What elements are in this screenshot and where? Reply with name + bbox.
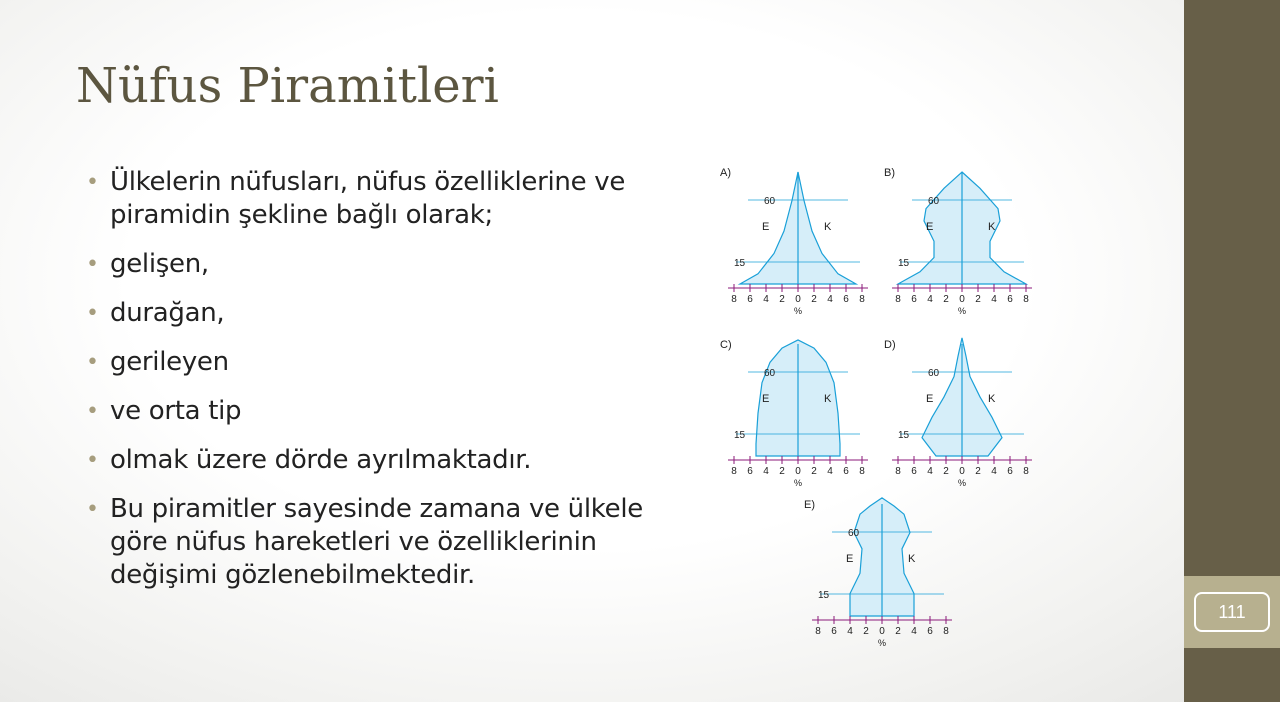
- axis-tick-label: 6: [927, 626, 933, 637]
- bullet-dot-icon: •: [86, 497, 99, 522]
- bullet-text: gerileyen: [110, 347, 229, 377]
- panel-label: E): [804, 499, 815, 511]
- bullet-dot-icon: •: [86, 399, 99, 424]
- axis-tick-label: 6: [747, 466, 753, 477]
- axis-tick-label: 8: [815, 626, 821, 637]
- axis-tick-label: 8: [731, 466, 737, 477]
- panel-label: A): [720, 167, 731, 179]
- sex-label: K: [824, 221, 832, 233]
- axis-tick-label: 2: [895, 626, 901, 637]
- bullet-list: [86, 166, 738, 592]
- age-label: 15: [898, 430, 910, 441]
- age-label: 60: [848, 528, 860, 539]
- axis-tick-label: 8: [859, 466, 865, 477]
- axis-tick-label: 8: [943, 626, 949, 637]
- axis-unit: %: [793, 478, 803, 488]
- axis-tick-label: 4: [827, 466, 833, 477]
- axis-tick-label: 6: [843, 466, 849, 477]
- axis-tick-label: 2: [779, 294, 785, 305]
- panel-label: C): [720, 339, 732, 351]
- age-label: 15: [898, 258, 910, 269]
- age-label: 60: [764, 196, 776, 207]
- sex-label: E: [762, 393, 770, 405]
- bullet-text-continuation: göre nüfus hareketleri ve özelliklerinin: [110, 527, 597, 557]
- axis-tick-label: 6: [1007, 294, 1013, 305]
- sex-label: E: [926, 221, 934, 233]
- axis-tick-label: 6: [911, 466, 917, 477]
- age-label: 60: [928, 196, 940, 207]
- axis-tick-label: 0: [959, 466, 965, 477]
- axis-tick-label: 2: [863, 626, 869, 637]
- axis-unit: %: [793, 306, 803, 316]
- panel-label: B): [884, 167, 895, 179]
- sex-label: K: [988, 393, 996, 405]
- axis-tick-label: 6: [911, 294, 917, 305]
- age-label: 15: [734, 430, 746, 441]
- axis-tick-label: 4: [911, 626, 917, 637]
- axis-tick-label: 8: [895, 466, 901, 477]
- bullet-item: [86, 248, 738, 281]
- bullet-text: Bu piramitler sayesinde zamana ve ülkele: [110, 494, 643, 524]
- sex-label: K: [908, 553, 916, 565]
- axis-tick-label: 2: [811, 466, 817, 477]
- axis-tick-label: 6: [831, 626, 837, 637]
- page-number: 111: [1194, 592, 1270, 632]
- bullet-area: [0, 150, 738, 630]
- age-label: 15: [818, 590, 830, 601]
- axis-tick-label: 2: [943, 294, 949, 305]
- age-label: 60: [928, 368, 940, 379]
- panel-label: D): [884, 339, 896, 351]
- axis-tick-label: 2: [779, 466, 785, 477]
- bullet-text: Ülkelerin nüfusları, nüfus özelliklerine ve: [110, 167, 626, 197]
- bullet-dot-icon: •: [86, 170, 99, 195]
- axis-tick-label: 8: [1023, 294, 1029, 305]
- axis-tick-label: 4: [991, 294, 997, 305]
- axis-tick-label: 4: [847, 626, 853, 637]
- axis-tick-label: 8: [859, 294, 865, 305]
- bullet-text: gelişen,: [110, 249, 209, 279]
- bullet-text: ve orta tip: [110, 396, 242, 426]
- slide-title: Nüfus Piramitleri: [76, 58, 499, 114]
- axis-tick-label: 2: [811, 294, 817, 305]
- axis-tick-label: 0: [879, 626, 885, 637]
- sex-label: K: [824, 393, 832, 405]
- axis-unit: %: [957, 478, 967, 488]
- axis-tick-label: 8: [895, 294, 901, 305]
- bullet-dot-icon: •: [86, 301, 99, 326]
- axis-tick-label: 0: [795, 294, 801, 305]
- axis-tick-label: 6: [747, 294, 753, 305]
- bullet-text-continuation: değişimi gözlenebilmektedir.: [110, 560, 475, 590]
- axis-tick-label: 0: [959, 294, 965, 305]
- age-label: 60: [764, 368, 776, 379]
- bullet-text: durağan,: [110, 298, 225, 328]
- bullet-text: olmak üzere dörde ayrılmaktadır.: [110, 445, 532, 475]
- axis-tick-label: 4: [763, 294, 769, 305]
- axis-tick-label: 4: [763, 466, 769, 477]
- bullet-item: [86, 493, 738, 592]
- bullet-dot-icon: •: [86, 448, 99, 473]
- bullet-text-continuation: piramidin şekline bağlı olarak;: [110, 200, 494, 230]
- bullet-dot-icon: •: [86, 252, 99, 277]
- axis-unit: %: [877, 638, 887, 648]
- axis-tick-label: 4: [927, 466, 933, 477]
- bullet-item: [86, 297, 738, 330]
- axis-unit: %: [957, 306, 967, 316]
- sex-label: K: [988, 221, 996, 233]
- sex-label: E: [926, 393, 934, 405]
- sex-label: E: [762, 221, 770, 233]
- axis-tick-label: 8: [731, 294, 737, 305]
- axis-tick-label: 4: [991, 466, 997, 477]
- axis-tick-label: 0: [795, 466, 801, 477]
- bullet-item: [86, 166, 738, 232]
- axis-tick-label: 4: [927, 294, 933, 305]
- axis-tick-label: 4: [827, 294, 833, 305]
- sex-label: E: [846, 553, 854, 565]
- axis-tick-label: 8: [1023, 466, 1029, 477]
- axis-tick-label: 2: [943, 466, 949, 477]
- axis-tick-label: 6: [1007, 466, 1013, 477]
- age-label: 15: [734, 258, 746, 269]
- bullet-dot-icon: •: [86, 350, 99, 375]
- axis-tick-label: 2: [975, 466, 981, 477]
- axis-tick-label: 6: [843, 294, 849, 305]
- axis-tick-label: 2: [975, 294, 981, 305]
- population-pyramids-figure: [706, 160, 1046, 650]
- bullet-item: [86, 395, 738, 428]
- bullet-item: [86, 346, 738, 379]
- bullet-item: [86, 444, 738, 477]
